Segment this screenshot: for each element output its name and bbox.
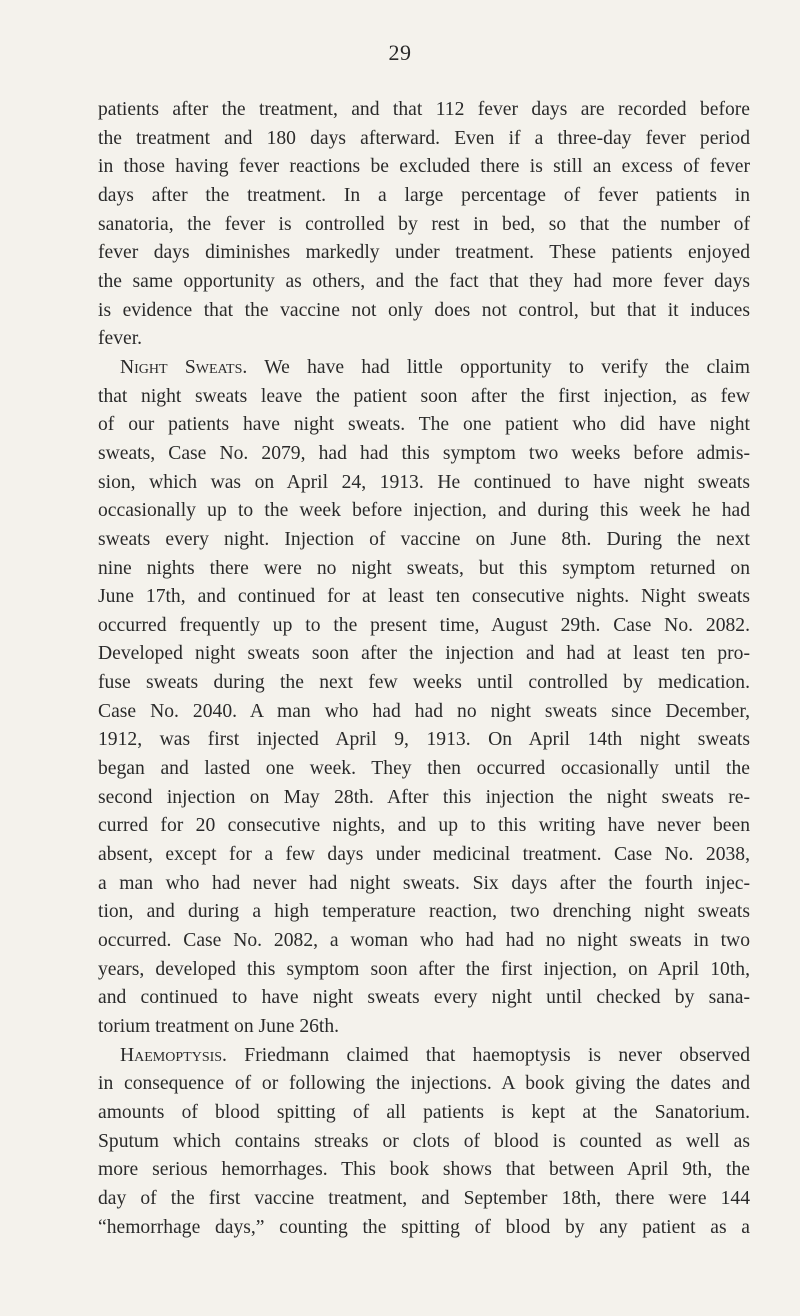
text-line: the same opportunity as others, and the fact that they had more fever days: [98, 270, 750, 292]
text-line: Sputum which contains streaks or clots of blood is counted as well as: [98, 1130, 750, 1152]
text-line: sweats, Case No. 2079, had had this symptom two weeks before admis-: [98, 442, 750, 464]
text-line: Haemoptysis. Friedmann claimed that haemoptysis is never observed: [120, 1044, 750, 1066]
text-line: years, developed this symptom soon after the first injection, on April 10th,: [98, 958, 750, 980]
text-line: curred for 20 consecutive nights, and up to this writing have never been: [98, 815, 750, 837]
text-line: is evidence that the vaccine not only does not control, but that it induces: [98, 299, 750, 321]
text-line: absent, except for a few days under medicinal treatment. Case No. 2038,: [98, 844, 750, 866]
body-text: [98, 96, 750, 1242]
text-line: sweats every night. Injection of vaccine on June 8th. During the next: [98, 528, 750, 550]
text-line: occurred. Case No. 2082, a woman who had had no night sweats in two: [98, 930, 750, 952]
text-line: 1912, was first injected April 9, 1913. On April 14th night sweats: [98, 729, 750, 751]
text-line: a man who had never had night sweats. Six days after the fourth injec-: [98, 872, 750, 894]
text-line: fever days diminishes markedly under treatment. These patients enjoyed: [98, 242, 750, 264]
text-line: patients after the treatment, and that 112 fever days are recorded before: [98, 99, 750, 120]
text-line: days after the treatment. In a large percentage of fever patients in: [98, 184, 750, 206]
text-line: fuse sweats during the next few weeks until controlled by medication.: [98, 672, 750, 694]
section-heading: Haemoptysis.: [120, 1044, 227, 1066]
text-line: sanatoria, the fever is controlled by rest in bed, so that the number of: [98, 213, 750, 235]
text-line: in those having fever reactions be excluded there is still an excess of fever: [98, 156, 750, 178]
text-line: that night sweats leave the patient soon after the first injection, as few: [98, 385, 750, 407]
section-heading: Night Sweats.: [120, 356, 248, 378]
page-number: 29: [388, 40, 412, 65]
text-line: “hemorrhage days,” counting the spitting of blood by any patient as a: [98, 1216, 750, 1238]
text-line: day of the first vaccine treatment, and September 18th, there were 144: [98, 1187, 750, 1209]
text-line: began and lasted one week. They then occurred occasionally until the: [98, 758, 750, 780]
text-line: nine nights there were no night sweats, but this symptom returned on: [98, 557, 750, 579]
text-line: the treatment and 180 days afterward. Even if a three-day fever period: [98, 127, 750, 149]
text-line: tion, and during a high temperature reaction, two drenching night sweats: [98, 901, 750, 923]
text-line: sion, which was on April 24, 1913. He continued to have night sweats: [98, 471, 750, 493]
text-line: Case No. 2040. A man who had had no night sweats since December,: [98, 700, 750, 722]
text-line: and continued to have night sweats every night until checked by sana-: [98, 987, 750, 1009]
text-line: June 17th, and continued for at least ten consecutive nights. Night sweats: [98, 586, 750, 608]
text-line: more serious hemorrhages. This book shows that between April 9th, the: [98, 1159, 750, 1181]
text-line: of our patients have night sweats. The one patient who did have night: [98, 414, 750, 436]
text-line: Developed night sweats soon after the injection and had at least ten pro-: [98, 643, 750, 665]
text-line: fever.: [98, 328, 143, 350]
text-line: torium treatment on June 26th.: [98, 1016, 340, 1037]
text-line: Night Sweats. We have had little opportunity to verify the claim: [120, 356, 750, 378]
text-line: second injection on May 28th. After this injection the night sweats re-: [98, 786, 750, 808]
text-line: amounts of blood spitting of all patients is kept at the Sanatorium.: [98, 1101, 750, 1123]
text-line: occurred frequently up to the present time, August 29th. Case No. 2082.: [98, 614, 750, 636]
text-line: occasionally up to the week before injection, and during this week he had: [98, 500, 750, 522]
text-line: in consequence of or following the injections. A book giving the dates and: [98, 1073, 750, 1095]
